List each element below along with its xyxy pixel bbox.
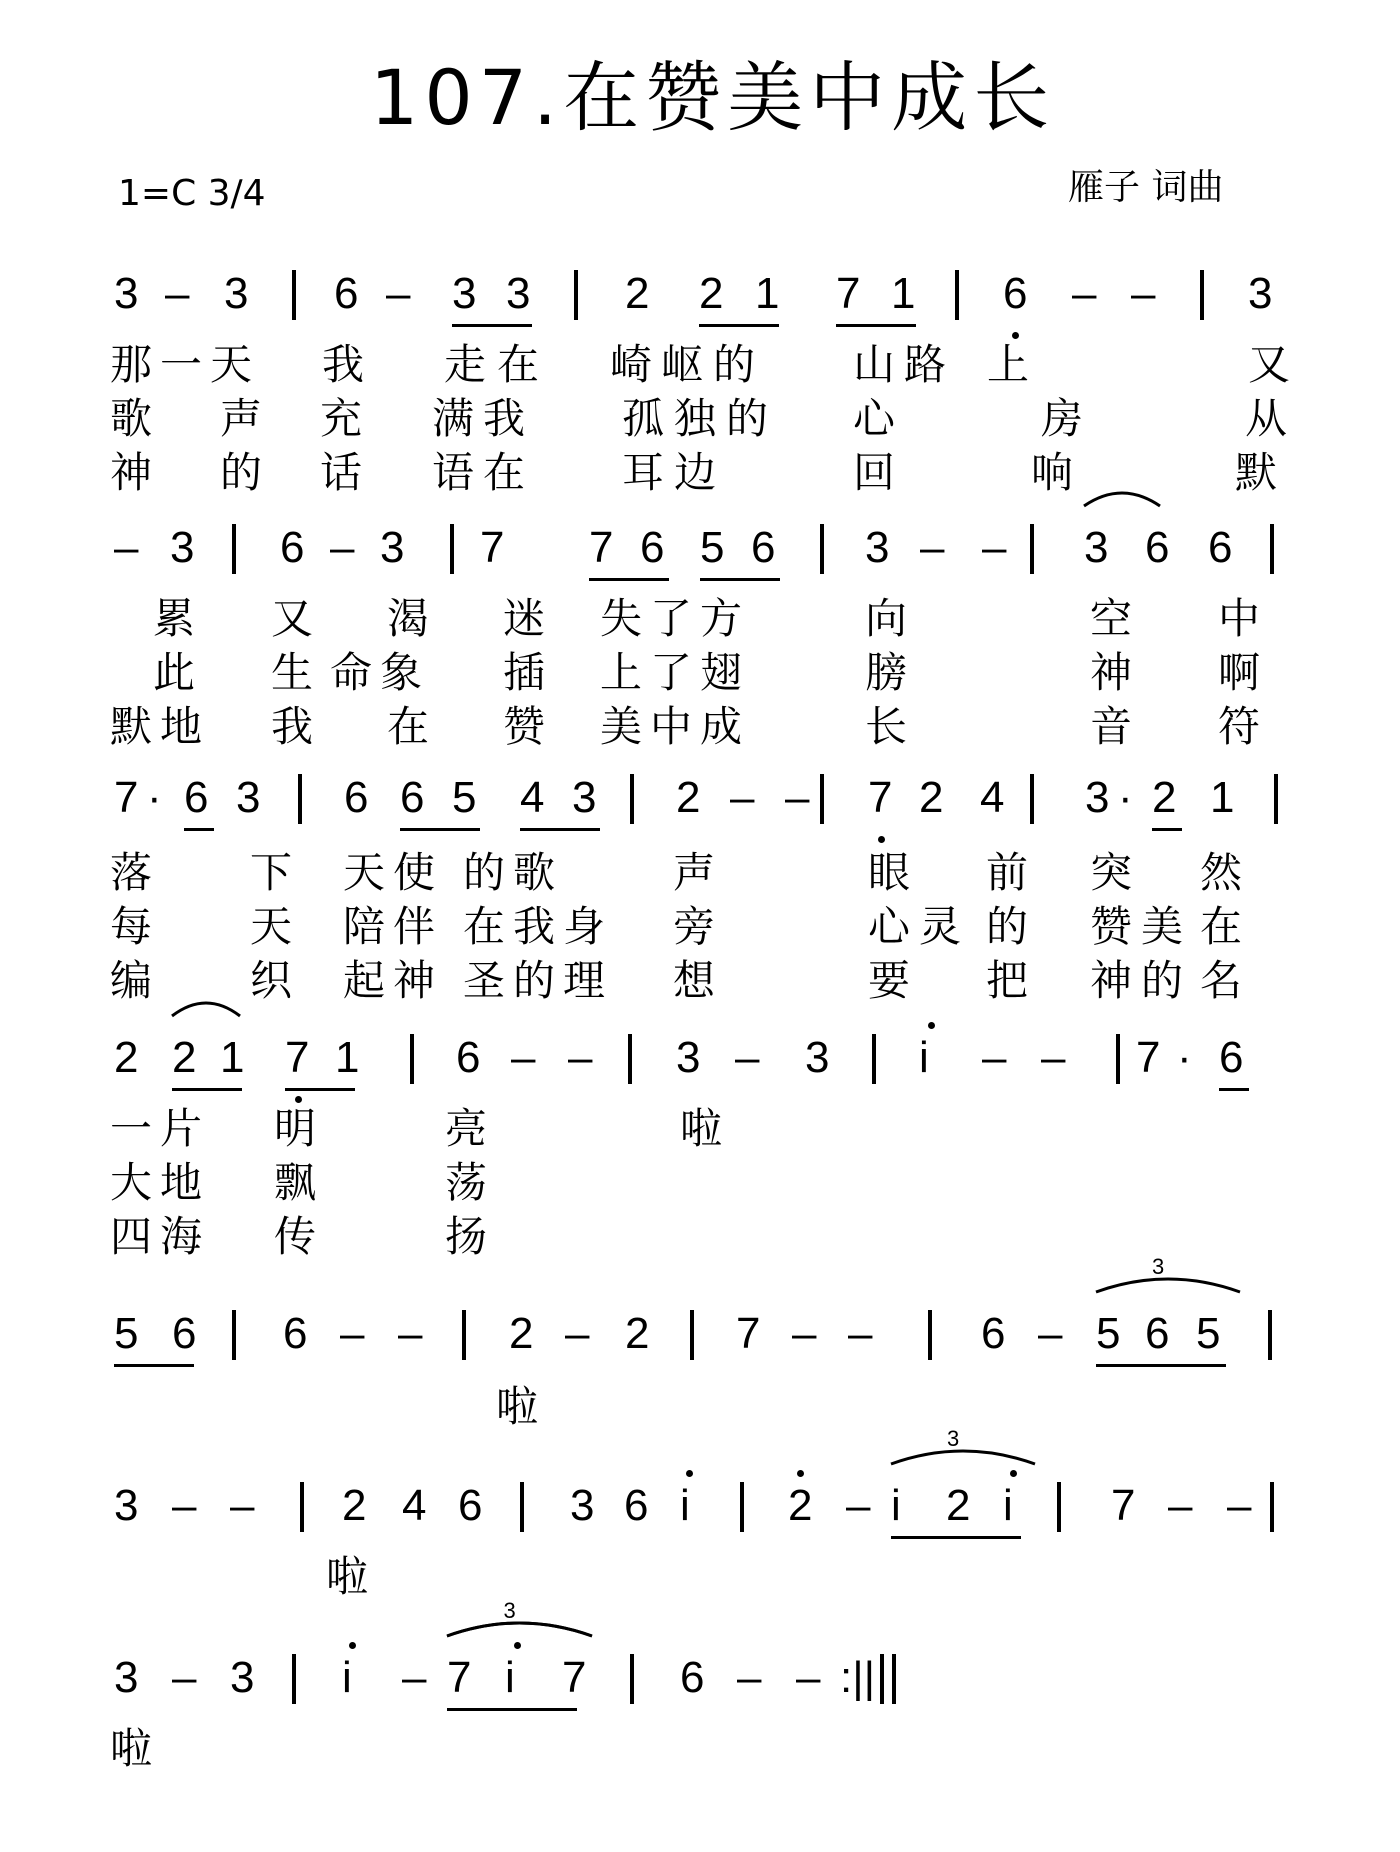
triplet-mark: 3 xyxy=(947,1426,960,1451)
lyric-char: 又 xyxy=(1248,340,1291,389)
duration-dash: – xyxy=(165,269,190,318)
note: 3 xyxy=(224,269,249,318)
slur-arc xyxy=(1096,1279,1240,1292)
lyric-char: 天 xyxy=(250,902,293,951)
lyric-char: 起 xyxy=(343,956,386,1005)
note: i xyxy=(680,1481,690,1530)
lyric-char: 声 xyxy=(673,848,716,897)
note: 6 xyxy=(1003,269,1028,318)
lyric-char: 地 xyxy=(160,702,203,751)
note: 1 xyxy=(335,1033,360,1082)
duration-dash: – xyxy=(565,1309,590,1358)
lyric-char: 织 xyxy=(250,956,293,1005)
note: 6 xyxy=(624,1481,649,1530)
lyric-char: 美 xyxy=(600,702,643,751)
note: 7 xyxy=(562,1653,587,1702)
note: 3 xyxy=(570,1481,595,1530)
lyric-char: 回 xyxy=(853,448,896,497)
note: 6 xyxy=(184,773,209,822)
lyric-char: 响 xyxy=(1031,448,1074,497)
note: 3 xyxy=(1248,269,1273,318)
lyric-char: 心 xyxy=(868,902,911,951)
note: 6 xyxy=(334,269,359,318)
note: i xyxy=(342,1653,352,1702)
note: 3 xyxy=(114,269,139,318)
note: 1 xyxy=(891,269,916,318)
lyric-char: 赞 xyxy=(503,702,546,751)
lyric-char: 默 xyxy=(110,702,153,751)
duration-dash: – xyxy=(402,1653,427,1702)
lyric-char: 下 xyxy=(250,848,293,897)
note: 4 xyxy=(980,773,1005,822)
lyric-char: 上 xyxy=(987,340,1030,389)
duration-dash: – xyxy=(1131,269,1156,318)
lyric-char: 的 xyxy=(463,848,506,897)
lyric-char: 每 xyxy=(110,902,153,951)
lyric-char: 天 xyxy=(210,340,253,389)
triplet-mark: 3 xyxy=(1152,1254,1165,1279)
lyric-char: 我 xyxy=(322,340,365,389)
note: 7 xyxy=(285,1033,310,1082)
lyric-char: 语 xyxy=(432,448,475,497)
lyric-char: 我 xyxy=(483,394,526,443)
note: 7 xyxy=(868,773,893,822)
note: · xyxy=(147,773,162,822)
lyric-char: 中 xyxy=(650,702,693,751)
lyric-char: 亮 xyxy=(445,1104,488,1153)
duration-dash: – xyxy=(511,1033,536,1082)
note: 2 xyxy=(676,773,701,822)
note: 3 xyxy=(452,269,477,318)
duration-dash: – xyxy=(785,773,810,822)
duration-dash: – xyxy=(386,269,411,318)
note: 7 xyxy=(480,523,505,572)
lyric-char: 长 xyxy=(865,702,908,751)
lyric-char: 插 xyxy=(503,648,546,697)
note: 7 xyxy=(1111,1481,1136,1530)
duration-dash: – xyxy=(730,773,755,822)
duration-dash: – xyxy=(230,1481,255,1530)
note: 3 xyxy=(114,1653,139,1702)
lyric-char: 在 xyxy=(463,902,506,951)
lyric-char: 歌 xyxy=(513,848,556,897)
lyric-char: 迷 xyxy=(503,594,546,643)
lyric-char: 空 xyxy=(1090,594,1133,643)
lyric-char: 翅 xyxy=(700,648,743,697)
lyric-char: 的 xyxy=(713,340,756,389)
lyric-char: 耳 xyxy=(622,448,665,497)
lyric-char: 渴 xyxy=(387,594,430,643)
duration-dash: – xyxy=(982,523,1007,572)
lyric-char: 在 xyxy=(483,448,526,497)
lyric-char: 走 xyxy=(444,340,487,389)
duration-dash: – xyxy=(735,1033,760,1082)
lyric-char: 的 xyxy=(1141,956,1184,1005)
note: 6 xyxy=(1145,1309,1170,1358)
note: 4 xyxy=(402,1481,427,1530)
note: 2 xyxy=(342,1481,367,1530)
duration-dash: – xyxy=(568,1033,593,1082)
lyric-char: 海 xyxy=(160,1212,203,1261)
note: 6 xyxy=(400,773,425,822)
lyric-char: 啊 xyxy=(1218,648,1261,697)
lyric-char: 膀 xyxy=(865,648,908,697)
note: 3 xyxy=(1085,773,1110,822)
note: 6 xyxy=(172,1309,197,1358)
lyric-char: 我 xyxy=(513,902,556,951)
note: i xyxy=(1003,1481,1013,1530)
note: i xyxy=(919,1033,929,1082)
lyric-char: 又 xyxy=(271,594,314,643)
lyric-char: 赞 xyxy=(1090,902,1133,951)
duration-dash: – xyxy=(1227,1481,1252,1530)
note: 6 xyxy=(751,523,776,572)
lyric-char: 歌 xyxy=(110,394,153,443)
lyric-char: 的 xyxy=(513,956,556,1005)
lyric-char: 荡 xyxy=(445,1158,488,1207)
lyric-char: 神 xyxy=(1090,956,1133,1005)
lyric-char: 了 xyxy=(650,594,693,643)
note: 2 xyxy=(509,1309,534,1358)
lyric-char: 把 xyxy=(986,956,1029,1005)
lyric-char: 路 xyxy=(904,340,947,389)
duration-dash: – xyxy=(982,1033,1007,1082)
lyric-char: 明 xyxy=(274,1104,317,1153)
note: 6 xyxy=(280,523,305,572)
note: 6 xyxy=(1219,1033,1244,1082)
lyric-char: 默 xyxy=(1235,448,1278,497)
note: 2 xyxy=(788,1481,813,1530)
duration-dash: – xyxy=(398,1309,423,1358)
duration-dash: – xyxy=(737,1653,762,1702)
lyric-char: 扬 xyxy=(445,1212,488,1261)
barline xyxy=(880,1654,884,1704)
note: 1 xyxy=(1210,773,1235,822)
note: 2 xyxy=(1152,773,1177,822)
lyric-char: 在 xyxy=(497,340,540,389)
lyric-char: 神 xyxy=(110,448,153,497)
lyric-char: 生 xyxy=(271,648,314,697)
duration-dash: – xyxy=(1168,1481,1193,1530)
slur-arc xyxy=(1084,493,1160,506)
lyric-char: 啦 xyxy=(326,1552,369,1601)
duration-dash: – xyxy=(920,523,945,572)
slur-arc xyxy=(891,1451,1035,1464)
lyric-char: 中 xyxy=(1218,594,1261,643)
note: i xyxy=(891,1481,901,1530)
lyric-char: 名 xyxy=(1200,956,1243,1005)
lyric-char: 啦 xyxy=(110,1724,153,1773)
lyric-char: 失 xyxy=(600,594,643,643)
lyric-char: 满 xyxy=(432,394,475,443)
lyric-char: 美 xyxy=(1141,902,1184,951)
note: 2 xyxy=(625,269,650,318)
lyric-char: 落 xyxy=(110,848,153,897)
note: 3 xyxy=(236,773,261,822)
duration-dash: – xyxy=(1041,1033,1066,1082)
note: 7 xyxy=(1136,1033,1161,1082)
song-title: 107.在赞美中成长 xyxy=(370,53,1056,142)
lyric-char: 一 xyxy=(110,1104,153,1153)
note: 5 xyxy=(452,773,477,822)
lyric-char: 四 xyxy=(110,1212,153,1261)
duration-dash: – xyxy=(792,1309,817,1358)
note: 6 xyxy=(458,1481,483,1530)
duration-dash: – xyxy=(848,1309,873,1358)
lyric-char: 边 xyxy=(674,448,717,497)
note: 3 xyxy=(865,523,890,572)
lyric-char: 编 xyxy=(110,956,153,1005)
composer-credit: 雁子 词曲 xyxy=(1068,167,1224,208)
note: · xyxy=(1118,773,1133,822)
lyric-char: 崎 xyxy=(610,340,653,389)
lyric-char: 灵 xyxy=(919,902,962,951)
lyric-char: 陪 xyxy=(343,902,386,951)
note: :|| xyxy=(840,1653,876,1702)
lyric-char: 独 xyxy=(674,394,717,443)
lyric-char: 我 xyxy=(271,702,314,751)
slur-arc xyxy=(447,1623,592,1636)
duration-dash: – xyxy=(846,1481,871,1530)
duration-dash: – xyxy=(1038,1309,1063,1358)
duration-dash: – xyxy=(340,1309,365,1358)
note: i xyxy=(505,1653,515,1702)
duration-dash: – xyxy=(114,523,139,572)
lyric-char: 成 xyxy=(700,702,743,751)
note: 7 xyxy=(589,523,614,572)
note: 2 xyxy=(699,269,724,318)
lyric-char: 旁 xyxy=(673,902,716,951)
lyric-char: 象 xyxy=(380,648,423,697)
note: · xyxy=(1177,1033,1192,1082)
lyric-char: 话 xyxy=(320,448,363,497)
note: 7 xyxy=(447,1653,472,1702)
lyric-char: 要 xyxy=(868,956,911,1005)
note: 3 xyxy=(380,523,405,572)
note: 6 xyxy=(344,773,369,822)
lyric-char: 传 xyxy=(274,1212,317,1261)
lyric-char: 的 xyxy=(986,902,1029,951)
note: 5 xyxy=(114,1309,139,1358)
note: 6 xyxy=(680,1653,705,1702)
lyric-char: 然 xyxy=(1200,848,1243,897)
lyric-char: 命 xyxy=(330,648,373,697)
lyric-char: 想 xyxy=(673,956,716,1005)
lyric-char: 房 xyxy=(1041,394,1084,443)
lyric-char: 此 xyxy=(153,648,196,697)
lyric-char: 上 xyxy=(600,648,643,697)
lyric-char: 地 xyxy=(160,1158,203,1207)
key-signature: 1=C 3/4 xyxy=(118,173,266,214)
note: 6 xyxy=(1145,523,1170,572)
lyric-char: 啦 xyxy=(680,1104,723,1153)
lyric-char: 天 xyxy=(343,848,386,897)
lyric-char: 一 xyxy=(160,340,203,389)
lyric-char: 前 xyxy=(986,848,1029,897)
lyric-char: 使 xyxy=(393,848,436,897)
note: 7 xyxy=(836,269,861,318)
note: 6 xyxy=(456,1033,481,1082)
note: 3 xyxy=(506,269,531,318)
lyric-char: 眼 xyxy=(868,848,911,897)
note: 6 xyxy=(981,1309,1006,1358)
lyric-char: 在 xyxy=(1200,902,1243,951)
lyric-char: 的 xyxy=(220,448,263,497)
duration-dash: – xyxy=(330,523,355,572)
note: 3 xyxy=(1084,523,1109,572)
barline xyxy=(892,1654,896,1704)
lyric-char: 孤 xyxy=(622,394,665,443)
note: 6 xyxy=(1208,523,1233,572)
note: 2 xyxy=(919,773,944,822)
lyric-char: 从 xyxy=(1245,394,1288,443)
lyric-char: 身 xyxy=(563,902,606,951)
slur-arc xyxy=(172,1003,240,1016)
duration-dash: – xyxy=(172,1481,197,1530)
note: 4 xyxy=(520,773,545,822)
lyric-char: 充 xyxy=(320,394,363,443)
note: 2 xyxy=(172,1033,197,1082)
note: 5 xyxy=(1196,1309,1221,1358)
lyric-char: 向 xyxy=(865,594,908,643)
note: 7 xyxy=(736,1309,761,1358)
note: 6 xyxy=(283,1309,308,1358)
lyric-char: 片 xyxy=(160,1104,203,1153)
lyric-char: 岖 xyxy=(661,340,704,389)
lyric-char: 符 xyxy=(1218,702,1261,751)
note: 1 xyxy=(220,1033,245,1082)
note: 2 xyxy=(625,1309,650,1358)
note: 5 xyxy=(700,523,725,572)
lyric-char: 飘 xyxy=(274,1158,317,1207)
note: 3 xyxy=(114,1481,139,1530)
lyric-char: 圣 xyxy=(463,956,506,1005)
note: 3 xyxy=(170,523,195,572)
lyric-char: 神 xyxy=(393,956,436,1005)
lyric-char: 音 xyxy=(1090,702,1133,751)
triplet-mark: 3 xyxy=(503,1598,516,1623)
lyric-char: 突 xyxy=(1090,848,1133,897)
duration-dash: – xyxy=(796,1653,821,1702)
lyric-char: 啦 xyxy=(496,1382,539,1431)
note: 6 xyxy=(640,523,665,572)
note: 3 xyxy=(572,773,597,822)
lyric-char: 那 xyxy=(110,340,153,389)
lyric-char: 在 xyxy=(387,702,430,751)
lyric-char: 理 xyxy=(563,956,606,1005)
lyric-char: 累 xyxy=(153,594,196,643)
note: 7 xyxy=(114,773,139,822)
note: 3 xyxy=(805,1033,830,1082)
lyric-char: 伴 xyxy=(393,902,436,951)
lyric-char: 的 xyxy=(726,394,769,443)
note: 1 xyxy=(755,269,780,318)
duration-dash: – xyxy=(172,1653,197,1702)
lyric-char: 大 xyxy=(110,1158,153,1207)
lyric-char: 了 xyxy=(650,648,693,697)
lyric-char: 心 xyxy=(853,394,896,443)
lyric-char: 声 xyxy=(220,394,263,443)
lyric-char: 方 xyxy=(700,594,743,643)
note: 2 xyxy=(114,1033,139,1082)
note: 3 xyxy=(676,1033,701,1082)
note: 3 xyxy=(230,1653,255,1702)
note: 2 xyxy=(946,1481,971,1530)
duration-dash: – xyxy=(1072,269,1097,318)
lyric-char: 山 xyxy=(853,340,896,389)
lyric-char: 神 xyxy=(1090,648,1133,697)
note: 5 xyxy=(1096,1309,1121,1358)
